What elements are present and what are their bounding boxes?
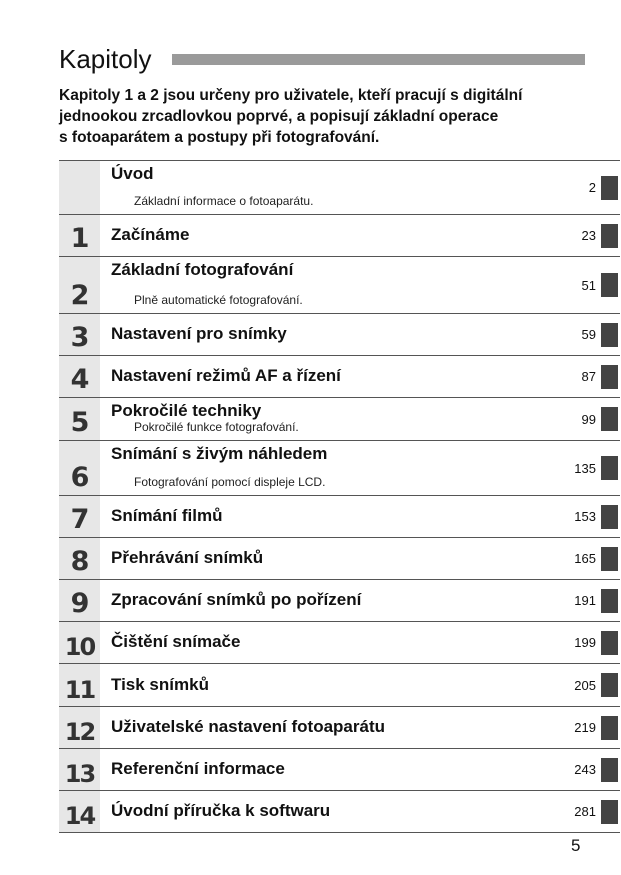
chapter-row[interactable] [59, 791, 620, 833]
chapter-number-cell [59, 257, 100, 313]
chapter-page-number[interactable]: 191 [574, 593, 596, 608]
chapter-tab-marker [601, 547, 618, 571]
chapter-number: 11 [64, 676, 95, 704]
chapter-number: 12 [64, 718, 95, 746]
chapter-number-cell [59, 314, 100, 355]
chapter-page-number[interactable]: 51 [581, 278, 596, 293]
chapter-tab-marker [601, 631, 618, 655]
intro-line: s fotoaparátem a postupy při fotografování. [59, 129, 380, 146]
chapter-list [59, 160, 620, 833]
chapter-number-cell [59, 496, 100, 537]
chapter-number: 7 [70, 504, 89, 535]
chapter-row[interactable] [59, 441, 620, 496]
chapter-number: 6 [70, 462, 89, 493]
chapter-title[interactable]: Zpracování snímků po pořízení [111, 590, 362, 609]
chapter-tab-marker [601, 224, 618, 248]
chapter-title[interactable]: Snímání s živým náhledem [111, 444, 328, 463]
chapter-number-cell [59, 707, 100, 748]
chapter-page-number[interactable]: 99 [581, 412, 596, 427]
chapter-number: 13 [64, 760, 95, 788]
chapter-number-cell [59, 749, 100, 790]
chapter-row[interactable] [59, 538, 620, 580]
chapter-number-cell [59, 622, 100, 663]
chapter-number-cell [59, 441, 100, 495]
chapter-page-number[interactable]: 87 [581, 369, 596, 384]
chapter-title[interactable]: Úvod [111, 164, 154, 183]
chapter-number: 1 [70, 223, 89, 254]
chapter-number: 10 [64, 633, 95, 661]
chapter-page-number[interactable]: 2 [588, 180, 596, 195]
chapter-tab-marker [601, 176, 618, 200]
chapter-title[interactable]: Referenční informace [111, 759, 285, 778]
chapter-number: 8 [70, 546, 89, 577]
chapter-page-number[interactable]: 135 [574, 461, 596, 476]
chapter-tab-marker [601, 456, 618, 480]
chapter-title[interactable]: Tisk snímků [111, 675, 209, 694]
chapter-number: 4 [70, 364, 89, 395]
chapter-number-cell [59, 215, 100, 256]
chapter-page-number[interactable]: 23 [581, 228, 596, 243]
title-decoration-bar [172, 54, 585, 65]
chapter-row[interactable] [59, 314, 620, 356]
chapter-page-number[interactable]: 153 [574, 509, 596, 524]
chapter-number: 9 [70, 588, 89, 619]
chapter-tab-marker [601, 365, 618, 389]
chapter-tab-marker [601, 673, 618, 697]
chapter-title[interactable]: Základní fotografování [111, 260, 294, 279]
chapter-number-cell [59, 356, 100, 397]
chapter-number-cell [59, 538, 100, 579]
chapter-number: 2 [70, 280, 89, 311]
chapter-title[interactable]: Pokročilé techniky [111, 401, 262, 420]
chapter-number: 14 [64, 802, 95, 830]
chapter-title[interactable]: Čištění snímače [111, 632, 241, 651]
chapter-page-number[interactable]: 281 [574, 804, 596, 819]
chapter-row[interactable] [59, 749, 620, 791]
chapter-title[interactable]: Uživatelské nastavení fotoaparátu [111, 717, 385, 736]
page-folio: 5 [571, 836, 581, 855]
chapter-row[interactable] [59, 215, 620, 257]
chapter-number-cell [59, 791, 100, 832]
chapter-tab-marker [601, 716, 618, 740]
chapter-number-cell [59, 398, 100, 440]
chapter-tab-marker [601, 323, 618, 347]
chapter-number: 3 [70, 322, 89, 353]
chapter-tab-marker [601, 800, 618, 824]
chapter-title[interactable]: Nastavení pro snímky [111, 324, 287, 343]
chapter-page-number[interactable]: 205 [574, 678, 596, 693]
chapter-tab-marker [601, 407, 618, 431]
chapter-row[interactable] [59, 496, 620, 538]
chapter-row[interactable] [59, 356, 620, 398]
chapter-title[interactable]: Snímání filmů [111, 506, 223, 525]
chapter-tab-marker [601, 505, 618, 529]
chapter-tab-marker [601, 273, 618, 297]
chapter-row[interactable] [59, 257, 620, 314]
chapter-row[interactable] [59, 664, 620, 707]
intro-text [59, 85, 599, 148]
chapter-page-number[interactable]: 219 [574, 720, 596, 735]
chapter-title[interactable]: Nastavení režimů AF a řízení [111, 366, 341, 385]
chapter-number-cell [59, 580, 100, 621]
page-title: Kapitoly [59, 44, 152, 74]
chapter-number-cell [59, 664, 100, 706]
chapter-subtitle: Plně automatické fotografování. [134, 293, 303, 307]
chapter-title[interactable]: Začínáme [111, 225, 190, 244]
chapter-row[interactable] [59, 622, 620, 664]
chapter-page-number[interactable]: 59 [581, 327, 596, 342]
chapter-page-number[interactable]: 165 [574, 551, 596, 566]
intro-line: jednookou zrcadlovkou poprvé, a popisují základní operace [59, 108, 499, 125]
chapter-number: 5 [70, 407, 89, 438]
chapter-row[interactable] [59, 160, 620, 215]
chapter-title[interactable]: Přehrávání snímků [111, 548, 264, 567]
chapter-subtitle: Pokročilé funkce fotografování. [134, 420, 299, 434]
chapter-row[interactable] [59, 580, 620, 622]
chapter-title[interactable]: Úvodní příručka k softwaru [111, 801, 331, 820]
chapter-tab-marker [601, 758, 618, 782]
chapter-subtitle: Fotografování pomocí displeje LCD. [134, 475, 326, 489]
chapter-page-number[interactable]: 199 [574, 635, 596, 650]
chapter-row[interactable] [59, 707, 620, 749]
chapter-subtitle: Základní informace o fotoaparátu. [134, 194, 314, 208]
chapter-number-cell [59, 161, 100, 214]
intro-line: Kapitoly 1 a 2 jsou určeny pro uživatele, kteří pracují s digitální [59, 87, 523, 104]
chapter-page-number[interactable]: 243 [574, 762, 596, 777]
chapter-row[interactable] [59, 398, 620, 441]
header [59, 44, 585, 78]
chapter-tab-marker [601, 589, 618, 613]
